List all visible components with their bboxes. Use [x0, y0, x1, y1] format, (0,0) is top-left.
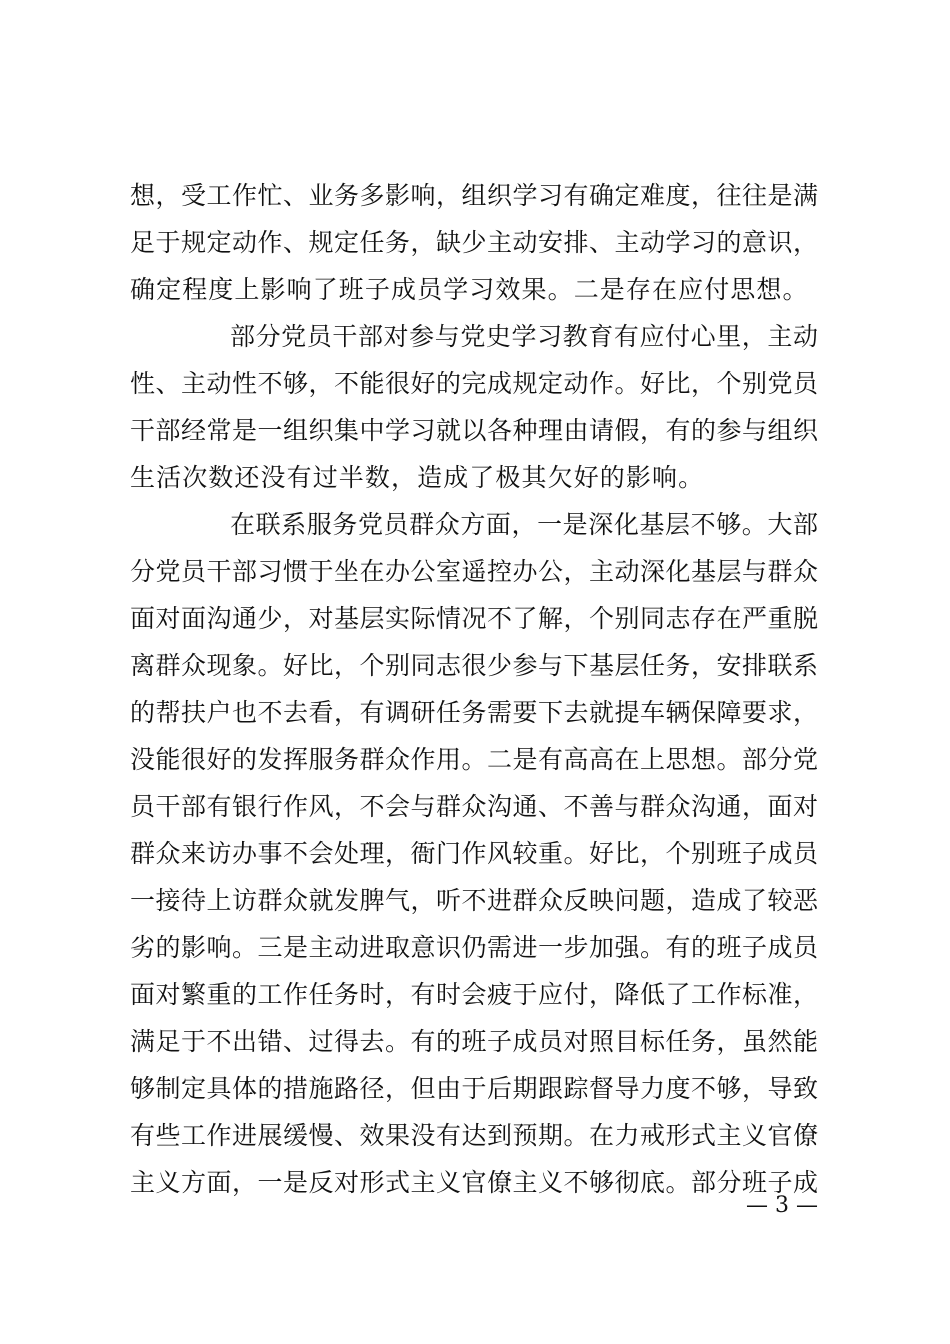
text-line: 一接待上访群众就发脾气，听不进群众反映问题，造成了较恶: [130, 886, 818, 915]
text-line: 想，受工作忙、业务多影响，组织学习有确定难度，往往是满: [130, 181, 818, 210]
text-line: 生活次数还没有过半数，造成了极其欠好的影响。: [130, 463, 705, 492]
text-line: 劣的影响。三是主动进取意识仍需进一步加强。有的班子成员: [130, 933, 818, 962]
text-line: 分党员干部习惯于坐在办公室遥控办公，主动深化基层与群众: [130, 557, 818, 586]
paragraph-first-line: 部分党员干部对参与党史学习教育有应付心里，主动: [230, 322, 818, 351]
text-line: 的帮扶户也不去看，有调研任务需要下去就提车辆保障要求，: [130, 698, 818, 727]
text-line: 性、主动性不够，不能很好的完成规定动作。好比，个别党员: [130, 369, 818, 398]
text-line: 干部经常是一组织集中学习就以各种理由请假，有的参与组织: [130, 416, 818, 445]
text-line: 没能很好的发挥服务群众作用。二是有高高在上思想。部分党: [130, 745, 818, 774]
text-line: 面对繁重的工作任务时，有时会疲于应付，降低了工作标准，: [130, 980, 818, 1009]
text-line: 离群众现象。好比，个别同志很少参与下基层任务，安排联系: [130, 651, 818, 680]
text-line: 足于规定动作、规定任务，缺少主动安排、主动学习的意识，: [130, 228, 818, 257]
text-line: 有些工作进展缓慢、效果没有达到预期。在力戒形式主义官僚: [130, 1121, 818, 1150]
text-line: 确定程度上影响了班子成员学习效果。二是存在应付思想。: [130, 275, 809, 304]
text-line: 主义方面，一是反对形式主义官僚主义不够彻底。部分班子成: [130, 1168, 818, 1197]
text-line: 群众来访办事不会处理，衙门作风较重。好比，个别班子成员: [130, 839, 818, 868]
text-line: 够制定具体的措施路径，但由于后期跟踪督导力度不够，导致: [130, 1074, 818, 1103]
text-line: 面对面沟通少，对基层实际情况不了解，个别同志存在严重脱: [130, 604, 818, 633]
page-number: — 3 —: [746, 1193, 818, 1218]
text-line: 员干部有银行作风，不会与群众沟通、不善与群众沟通，面对: [130, 792, 818, 821]
paragraph-first-line: 在联系服务党员群众方面，一是深化基层不够。大部: [230, 510, 818, 539]
text-line: 满足于不出错、过得去。有的班子成员对照目标任务，虽然能: [130, 1027, 818, 1056]
